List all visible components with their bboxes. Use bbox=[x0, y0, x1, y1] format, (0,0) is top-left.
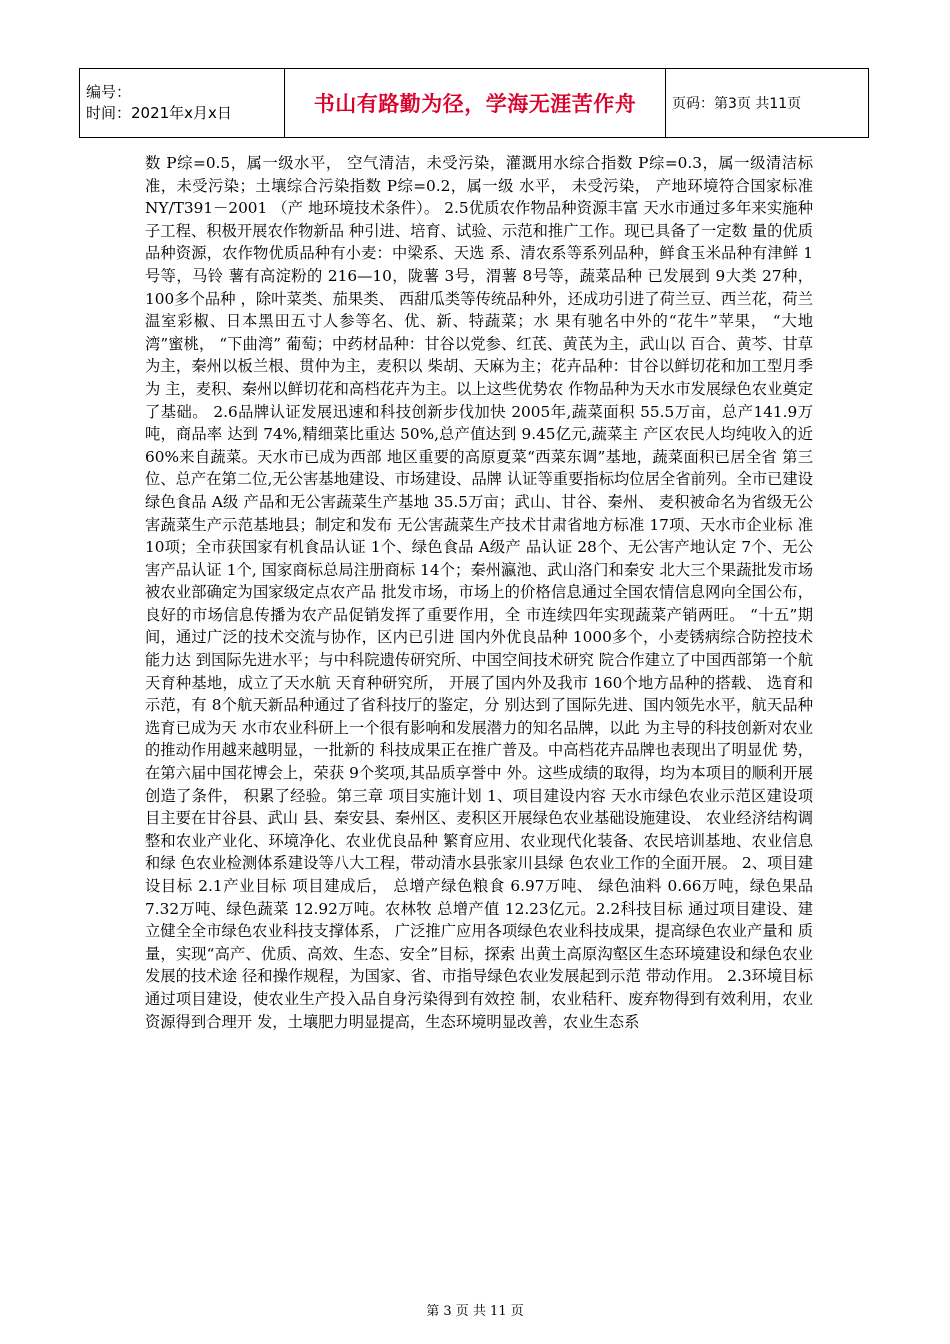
document-body bbox=[145, 152, 813, 1033]
header-meta bbox=[80, 69, 285, 138]
header-motto: 书山有路勤为径，学海无涯苦作舟 bbox=[285, 69, 666, 138]
date-label: 时间：2021年x月x日 bbox=[86, 104, 232, 122]
body-paragraph: 数 P综=0.5，属一级水平， 空气清洁，未受污染，灌溉用水综合指数 P综=0.3，属一级清洁标准，未受污染；土壤综合污染指数 P综=0.2，属一级 水平， 未受污染， 产地环境符合国家标准 NY/T391－2001 （产 地环境技术条件）。 2.5优质农作物品种资源丰富 天水市通过多年来实施种子工程、积极开展农作物新品 种引进、培育、试验、示范和推广工作。现已具备了一定数 量的优质品种资源，农作物优质品种有小麦：中梁系、天选 系、清农系等系列品种，鲜食玉米品种有津鲜 1号等，马铃 薯有高淀粉的 216—10，陇薯 3号，渭薯 8号等，蔬菜品种 已发展到 9大类 27种，100多个品种 ，除叶菜类、茄果类、 西甜瓜类等传统品种外，还成功引进了荷兰豆、西兰花，荷兰温室彩椒、日本黑田五寸人参等名、优、新、特蔬菜；水 果有驰名中外的“花牛”苹果， “大地湾”蜜桃， “下曲湾” 葡萄；中药材品种：甘谷以党参、红芪、黄芪为主，武山以 百合、黄芩、甘草为主，秦州以板兰根、贯仲为主，麦积以 柴胡、天麻为主；花卉品种：甘谷以鲜切花和加工型月季为 主，麦积、秦州以鲜切花和高档花卉为主。以上这些优势农 作物品种为天水市发展绿色农业奠定了基础。 2.6品牌认证发展迅速和科技创新步伐加快 2005年,蔬菜面积 55.5万亩，总产141.9万吨，商品率 达到 74%,精细菜比重达 50%,总产值达到 9.45亿元,蔬菜主 产区农民人均纯收入的近 60%来自蔬菜。天水市已成为西部 地区重要的高原夏菜“西菜东调”基地，蔬菜面积已居全省 第三位、总产在第二位,无公害基地建设、市场建设、品牌 认证等重要指标均位居全省前列。全市已建设绿色食品 A级 产品和无公害蔬菜生产基地 35.5万亩；武山、甘谷、秦州、 麦积被命名为省级无公害蔬菜生产示范基地县；制定和发布 无公害蔬菜生产技术甘肃省地方标准 17项、天水市企业标 准 10项；全市获国家有机食品认证 1个、绿色食品 A级产 品认证 28个、无公害产地认定 7个、无公害产品认证 1个, 国家商标总局注册商标 14个；秦州瀛池、武山洛门和秦安 北大三个果蔬批发市场被农业部确定为国家级定点农产品 批发市场，市场上的价格信息通过全国农情信息网向全国公布，良好的市场信息传播为农产品促销发挥了重要作用，全 市连续四年实现蔬菜产销两旺。 “十五”期间，通过广泛的技术交流与协作，区内已引进 国内外优良品种 1000多个，小麦锈病综合防控技术能力达 到国际先进水平；与中科院遗传研究所、中国空间技术研究 院合作建立了中国西部第一个航天育种基地，成立了天水航 天育种研究所， 开展了国内外及我市 160个地方品种的搭载、 选育和示范，有 8个航天新品种通过了省科技厅的鉴定，分 别达到了国际先进、国内领先水平，航天品种选育已成为天 水市农业科研上一个很有影响和发展潜力的知名品牌，以此 为主导的科技创新对农业的推动作用越来越明显，一批新的 科技成果正在推广普及。中高档花卉品牌也表现出了明显优 势，在第六届中国花博会上，荣获 9个奖项,其品质享誉中 外。这些成绩的取得，均为本项目的顺利开展创造了条件， 积累了经验。第三章 项目实施计划 1、项目建设内容 天水市绿色农业示范区建设项目主要在甘谷县、武山 县、秦安县、秦州区、麦积区开展绿色农业基础设施建设、 农业经济结构调整和农业产业化、环境净化、农业优良品种 繁育应用、农业现代化装备、农民培训基地、农业信息和绿 色农业检测体系建设等八大工程，带动清水县张家川县绿 色农业工作的全面开展。 2、项目建设目标 2.1产业目标 项目建成后， 总增产绿色粮食 6.97万吨、 绿色油料 0.66万吨，绿色果品 7.32万吨、绿色蔬菜 12.92万吨。农林牧 总增产值 12.23亿元。2.2科技目标 通过项目建设、建立健全全市绿色农业科技支撑体系， 广泛推广应用各项绿色农业科技成果，提高绿色农业产量和 质量，实现“高产、优质、高效、生态、安全”目标，探索 出黄土高原沟壑区生态环境建设和绿色农业发展的技术途 径和操作规程，为国家、省、市指导绿色农业发展起到示范 带动作用。 2.3环境目标 通过项目建设，使农业生产投入品自身污染得到有效控 制，农业秸秆、废弃物得到有效利用，农业资源得到合理开 发，土壤肥力明显提高，生态环境明显改善，农业生态系 bbox=[145, 154, 813, 1031]
code-label: 编号： bbox=[86, 83, 132, 101]
page-footer: 第 3 页 共 11 页 bbox=[426, 1304, 524, 1319]
header-page-info: 页码：第3页 共11页 bbox=[666, 69, 869, 138]
page-header bbox=[79, 68, 869, 138]
